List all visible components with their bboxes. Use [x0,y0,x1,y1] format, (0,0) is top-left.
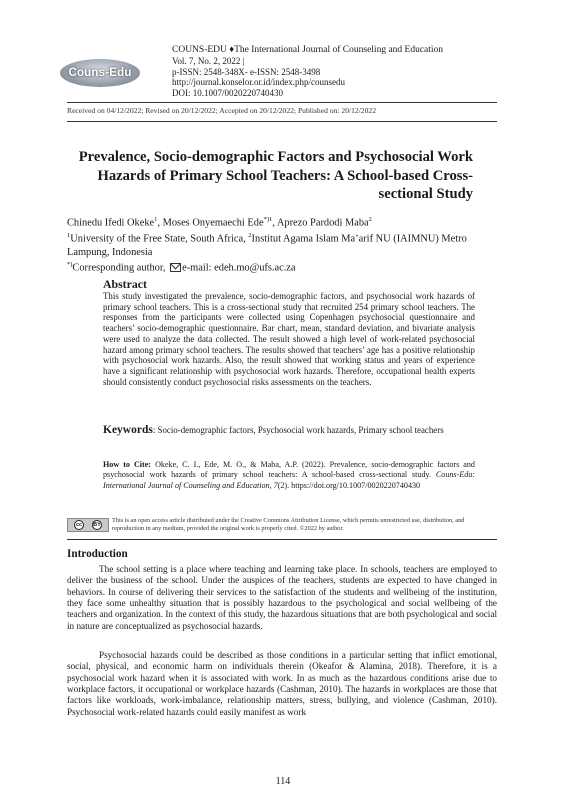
license-divider [67,539,497,540]
issn-info: p-ISSN: 2548-348X- e-ISSN: 2548-3498 [172,66,321,77]
keywords [103,425,475,436]
cc-by-badge[interactable] [67,518,109,532]
author-1-sup: 1 [154,216,158,223]
by-icon: BY [93,522,101,528]
author-3: , Aprezo Pardodi Maba [272,217,369,229]
dates-divider [67,121,497,122]
author-names [67,214,507,230]
cite-journal: Counseling and Education, 7 [183,480,278,490]
journal-header [172,45,443,99]
author-2: , Moses Onyemaechi Ede [157,217,264,229]
email-icon [170,263,181,272]
author-3-sup: 2 [368,216,372,223]
affiliation-1: University of the Free State, South Africa, [70,233,249,245]
affiliation-2: Institut Agama Islam Ma’arif NU (IAIMNU) Metro Lampung, Indonesia [67,233,467,258]
cite-label: How to Cite: [103,460,152,469]
corr-label: Corresponding author, [72,262,169,274]
cite-text: Okeke, C. I., Ede, M. O., & Maba, A.P. (2022). Prevalence, socio-demographic factors and psychosocial work hazards of primary school teachers: A school-based cross-sectional study. [103,460,475,480]
aff-2-sup: 2 [248,232,252,240]
corr-sup: *) [67,261,73,269]
author-block [67,214,507,276]
header-divider [67,102,497,103]
journal-name: COUNS-EDU ♦The International Journal of Counseling and Education [172,45,444,55]
intro-paragraph-2: Psychosocial hazards could be described as those conditions in a particular setting that inflict emotional, social, physical, and economic harm on individuals therein (Okeafor & Alamina, 2018). Therefore, it is a psychosocial work hazard when it is associated with work. In as much as the hazardous conditions arise due to workplace factors, it occupational or workplace hazards (Cashman, 2010). The hazards in workplaces are those that factors like workloads, work-imbalance, relationship matters, stress, bullying, and violence (Cashman, 2010). Psychosocial work-related hazards could easily manifest as work [67,650,497,717]
doi-info: DOI: 10.1007/0020220740430 [172,88,283,99]
logo-text: Couns-Edu [68,67,132,79]
volume-info: Vol. 7, No. 2, 2022 | [172,55,245,66]
how-to-cite [103,460,475,491]
author-1: Chinedu Ifedi Okeke [67,217,155,229]
keywords-label: Keywords [103,424,153,436]
abstract-heading: Abstract [103,277,147,291]
intro-paragraph-1: The school setting is a place where teaching and learning take place. In schools, teachers are employed to deliver the business of the school. Under the auspices of the teachers, students are expected to have changed in behaviors. In course of delivering their services to the satisfaction of the students and wellbeing of the institution, they face some unhealthy situation that is possibly hazardous to the psychological and social wellbeing of the teachers and organization. In the context of this study, the hazardous situations that are both psychological and social in nature are conceptualized as psychosocial hazards. [67,564,497,631]
cite-doi[interactable]: (2). https://doi.org/10.1007/0020220740430 [277,480,421,490]
keywords-text: : Socio-demographic factors, Psychosocial work hazards, Primary school teachers [152,425,444,435]
corresponding-author [67,259,507,275]
introduction-heading: Introduction [67,548,128,560]
article-title: Prevalence, Socio-demographic Factors and Psychosocial Work Hazards of Primary School Teachers: A School-based Cross-sectional Study [78,149,473,203]
affiliations [67,230,507,259]
aff-1-sup: 1 [67,232,71,240]
page-number: 114 [275,776,291,787]
author-email[interactable]: e-mail: edeh.mo@ufs.ac.za [182,262,296,274]
journal-logo [60,59,140,87]
cc-icon: cc [75,522,83,528]
journal-url[interactable]: http://journal.konselor.or.id/index.php/counsedu [172,77,345,88]
author-2-sup: *)1 [263,216,273,223]
submission-dates: Received on 04/12/2022; Revised on 20/12/2022; Accepted on 20/12/2022; Published on: 20/12/2022 [67,106,376,115]
license-text: This is an open access article distributed under the Creative Commons Attribution License, which permits unrestricted use, distribution, and reproduction in any medium, provided the original work is properly cited. ©2022 by author. [112,517,465,532]
cite-journal-prefix: Couns-Edu: International Journal of [103,470,475,490]
abstract-text: This study investigated the prevalence, socio-demographic factors, and psychosocial work hazards of primary school teachers. This is a cross-sectional study that recruited 254 primary school teachers. The responses from the participants were collected using Copenhagen psychosocial questionnaire and teachers’ socio-demographic questionnaire. Bar chart, mean, standard deviation, and bivariate analysis were used to analyze the data collected. The result showed a high level of work-related psychosocial hazard among primary school teachers. The results showed that teachers’ age has a positive relationship with psychosocial work hazards. Also, the result showed that working status and years of experience have a significant relationship with psychosocial work hazards. Therefore, occupational health experts should consistently conduct psychosocial risks assessments on the teachers. [103,291,475,387]
